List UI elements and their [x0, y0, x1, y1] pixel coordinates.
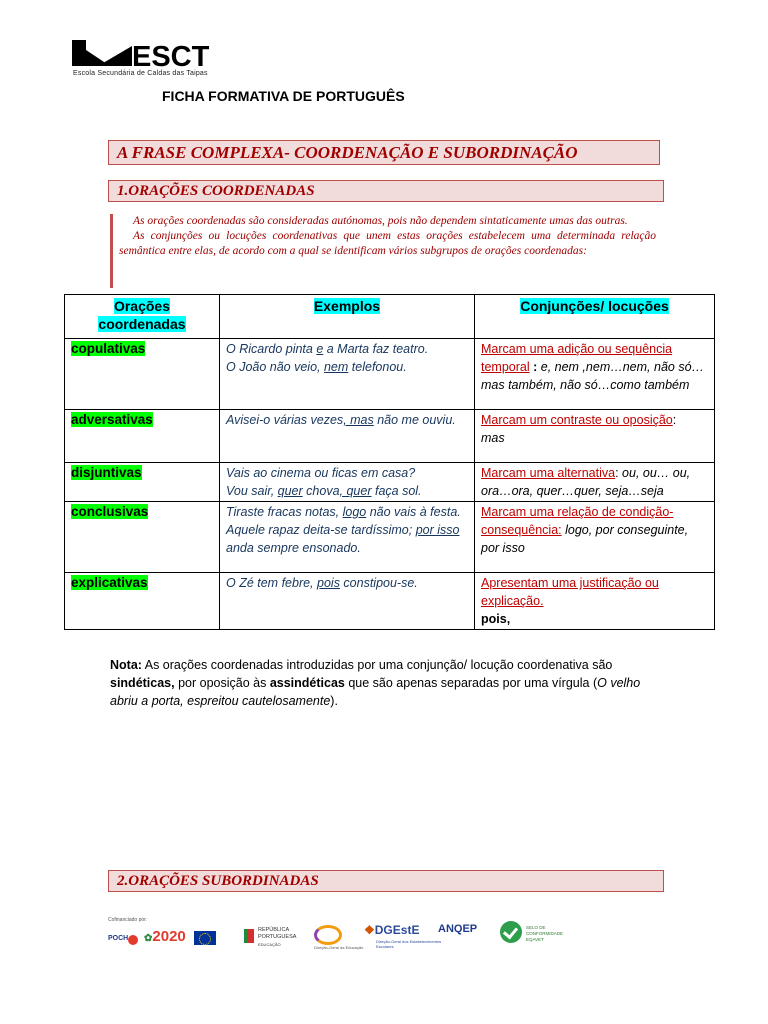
nota-text: que são apenas separadas por uma vírgula ( [344, 676, 598, 690]
portugal2020-mark: ✿ [144, 933, 153, 944]
conj-desc: Marcam uma adição ou sequência temporal [481, 342, 673, 374]
type-explicativas: explicativas [71, 575, 148, 590]
nota-text: ). [330, 694, 338, 708]
conj-list: e, nem ,nem…nem, não só…mas também, não só…como também [481, 360, 705, 392]
ex-text: a Marta faz teatro. [323, 342, 429, 356]
conj-disjuntivas [475, 463, 715, 502]
ex-conj: quer [277, 484, 303, 498]
ex-text: O Ricardo pinta [226, 342, 317, 356]
nota-text: As orações coordenadas introduzidas por uma conjunção/ locução coordenativa são [141, 658, 613, 672]
conj-list: ou, ou… ou, ora…ora, quer…quer, seja…seja [481, 466, 691, 498]
table-row [65, 410, 715, 463]
conj-conclusivas [475, 502, 715, 573]
dgeste-text: DGEstE [374, 923, 420, 937]
ex-text: Tiraste fracas notas, [226, 505, 343, 519]
table-row [65, 463, 715, 502]
ex-text: O Zé tem febre, [226, 576, 318, 590]
conj-colon: : [529, 360, 541, 374]
main-heading: A FRASE COMPLEXA- COORDENAÇÃO E SUBORDINAÇÃO [108, 140, 660, 165]
eqavet-icon [500, 921, 522, 943]
intro-paragraph-1: As orações coordenadas são consideradas autónomas, pois não dependem sintaticamente umas das outras. [133, 215, 628, 227]
conj-explicativas [475, 573, 715, 630]
type-copulativas: copulativas [71, 341, 146, 356]
dgeste-subtitle: Direção-Geral dos Estabelecimentos Escolares [376, 939, 442, 949]
nota-assindeticas: assindéticas [269, 676, 345, 690]
dgeste-mark: ❖ [364, 923, 375, 937]
republica-text: REPÚBLICA PORTUGUESA [258, 927, 297, 940]
examples-disjuntivas [220, 463, 475, 502]
logo-text: ESCT [132, 41, 210, 73]
document-title: FICHA FORMATIVA DE PORTUGUÊS [162, 88, 405, 104]
header-exemplos [220, 295, 475, 339]
conj-copulativas [475, 339, 715, 410]
ex-conj: , mas [343, 413, 374, 427]
conj-colon: : [615, 466, 619, 480]
conj-desc: Apresentam uma justificação ou explicação. [481, 576, 659, 608]
ex-conj: e [316, 342, 324, 356]
cofinanced-label: Cofinanciado por: [108, 917, 148, 923]
ex-text: chova [302, 484, 340, 498]
conj-list: mas [481, 431, 505, 445]
section2-heading: 2.ORAÇÕES SUBORDINADAS [108, 870, 664, 892]
republica-logo [258, 927, 304, 949]
ex-text: telefonou. [348, 360, 407, 374]
anqep-logo: ANQEP [438, 923, 478, 935]
logo-subtitle: Escola Secundária de Caldas das Taipas [73, 70, 208, 77]
intro-paragraph-2: As conjunções ou locuções coordenativas que unem estas orações estabelecem uma determinada relação semântica entre elas, de acordo com a qual se identificam vários subgrupos de orações coordenadas: [119, 230, 656, 257]
conj-desc: Marcam uma relação de condição-consequência: [481, 505, 674, 537]
section1-heading: 1.ORAÇÕES COORDENADAS [108, 180, 664, 202]
dgeste-logo [364, 923, 419, 937]
ex-conj: pois [317, 576, 340, 590]
conj-colon: : [672, 413, 677, 427]
educacao-text: EDUCAÇÃO [258, 942, 281, 947]
examples-adversativas [220, 410, 475, 463]
nota-label: Nota: [110, 658, 142, 672]
ex-text: Vais ao cinema ou ficas em casa? [226, 466, 416, 480]
type-disjuntivas: disjuntivas [71, 465, 142, 480]
republica-flag-icon [244, 929, 254, 943]
header-conjuncoes [475, 295, 715, 339]
header-oracoes [65, 295, 220, 339]
school-logo [72, 40, 212, 84]
type-adversativas: adversativas [71, 412, 153, 427]
table-row [65, 339, 715, 410]
conj-desc: Marcam um contraste ou oposição [481, 413, 673, 427]
footer-logos [108, 915, 578, 955]
dge-icon [314, 925, 342, 945]
examples-conclusivas [220, 502, 475, 573]
ex-text: anda sempre ensonado. [226, 541, 361, 555]
conj-desc: Marcam uma alternativa [481, 466, 616, 480]
ex-text: Aquele rapaz deita-se tardíssimo; [226, 523, 416, 537]
ex-conj: logo [342, 505, 367, 519]
ex-conj: nem [323, 360, 349, 374]
portugal2020-logo [144, 928, 186, 945]
ex-text: constipou-se. [339, 576, 418, 590]
ex-text: faça sol. [371, 484, 422, 498]
nota-text: por oposição às [174, 676, 270, 690]
ex-text: O João não veio, [226, 360, 324, 374]
portugal2020-text: 2020 [152, 928, 186, 945]
conj-list: pois, [481, 612, 511, 626]
intro-text [110, 214, 656, 288]
type-conclusivas: conclusivas [71, 504, 149, 519]
examples-copulativas [220, 339, 475, 410]
poch-icon [128, 935, 138, 945]
ex-text: Vou sair, [226, 484, 278, 498]
table-row [65, 573, 715, 630]
eu-flag-icon [194, 931, 216, 945]
header-oracoes-label: Orações coordenadas [98, 298, 186, 332]
nota-example: O velho abriu a porta, espreitou cautelosamente [110, 676, 641, 708]
ex-text: não me ouviu. [373, 413, 456, 427]
conj-adversativas [475, 410, 715, 463]
ex-text: Avisei-o várias vezes [226, 413, 344, 427]
ex-conj: por isso [415, 523, 460, 537]
header-conjuncoes-label: Conjunções/ locuções [520, 298, 669, 314]
eqavet-text: SELO DE CONFORMIDADE EQAVET [526, 925, 563, 942]
coordinated-clauses-table [64, 294, 715, 630]
examples-explicativas [220, 573, 475, 630]
dge-text: Direção-Geral da Educação [314, 945, 364, 950]
nota-sindeticas: sindéticas, [110, 676, 175, 690]
table-row [65, 502, 715, 573]
table-header-row [65, 295, 715, 339]
poch-logo: POCH [108, 935, 129, 942]
nota-paragraph [110, 656, 670, 710]
header-exemplos-label: Exemplos [313, 298, 381, 314]
ex-text: não vais à festa. [366, 505, 461, 519]
ex-conj: , quer [339, 484, 372, 498]
conj-list: logo, por conseguinte, por isso [481, 523, 689, 555]
